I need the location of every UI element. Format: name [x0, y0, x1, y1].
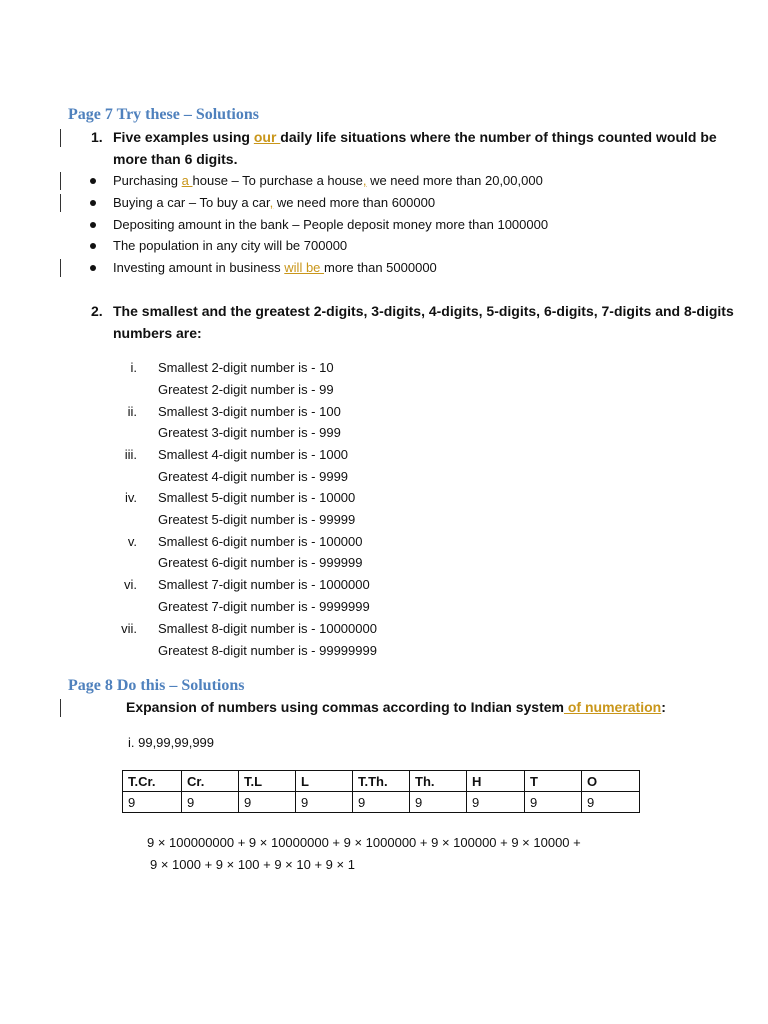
- list-number: iii.: [124, 447, 137, 462]
- change-bar: [60, 129, 61, 147]
- question-2-text-line2: numbers are:: [113, 325, 202, 341]
- page8-intro: Expansion of numbers using commas according to Indian system of numeration:: [126, 699, 666, 715]
- table-cell: 9: [123, 792, 182, 813]
- list-number: i.: [130, 360, 137, 375]
- change-bar: [60, 172, 61, 190]
- table-cell: 9: [410, 792, 467, 813]
- table-cell: 9: [182, 792, 239, 813]
- page8-heading: Page 8 Do this – Solutions: [68, 677, 245, 694]
- bullet-dot: [90, 200, 96, 206]
- list-number: vi.: [124, 577, 137, 592]
- bullet-item: Investing amount in business will be more than 5000000: [113, 260, 437, 275]
- list-item: Greatest 4-digit number is - 9999: [158, 469, 349, 484]
- question-number: 1.: [91, 129, 103, 145]
- list-item: Smallest 7-digit number is - 1000000: [158, 577, 370, 592]
- list-item: Smallest 3-digit number is - 100: [158, 404, 341, 419]
- table-header-row: [123, 771, 640, 792]
- table-cell: 9: [582, 792, 640, 813]
- place-value-table: [122, 770, 640, 813]
- list-item: Greatest 2-digit number is - 99: [158, 382, 334, 397]
- bullet-item: Buying a car – To buy a car, we need more than 600000: [113, 195, 436, 210]
- table-cell: 9: [239, 792, 296, 813]
- bullet-item: Depositing amount in the bank – People deposit money more than 1000000: [113, 217, 549, 232]
- table-header: Th.: [410, 771, 467, 792]
- question-1-text-line2: more than 6 digits.: [113, 151, 238, 167]
- table-cell: 9: [467, 792, 525, 813]
- list-item: Greatest 6-digit number is - 999999: [158, 555, 363, 570]
- table-cell: 9: [525, 792, 582, 813]
- question-2-text: The smallest and the greatest 2-digits, 3-digits, 4-digits, 5-digits, 6-digits, 7-digits and 8-digits: [113, 303, 734, 319]
- list-item: Smallest 5-digit number is - 10000: [158, 490, 356, 505]
- table-row: [123, 792, 640, 813]
- question-number: 2.: [91, 303, 103, 319]
- list-item: Smallest 2-digit number is - 10: [158, 360, 334, 375]
- list-item: Smallest 6-digit number is - 100000: [158, 534, 363, 549]
- list-item: Greatest 5-digit number is - 99999: [158, 512, 356, 527]
- list-item: Greatest 8-digit number is - 99999999: [158, 643, 377, 658]
- change-bar: [60, 259, 61, 277]
- example-number: i. 99,99,99,999: [128, 735, 215, 750]
- list-item: Greatest 3-digit number is - 999: [158, 425, 341, 440]
- change-bar: [60, 194, 61, 212]
- table-header: Cr.: [182, 771, 239, 792]
- table-header: O: [582, 771, 640, 792]
- bullet-item: The population in any city will be 700000: [113, 238, 348, 253]
- bullet-dot: [90, 265, 96, 271]
- list-number: ii.: [127, 404, 137, 419]
- table-cell: 9: [353, 792, 410, 813]
- bullet-dot: [90, 178, 96, 184]
- list-item: Smallest 8-digit number is - 10000000: [158, 621, 377, 636]
- table-header: H: [467, 771, 525, 792]
- table-header: T: [525, 771, 582, 792]
- question-1-text: Five examples using our daily life situations where the number of things counted would be: [113, 129, 717, 145]
- list-number: iv.: [124, 490, 137, 505]
- bullet-dot: [90, 222, 96, 228]
- bullet-dot: [90, 243, 96, 249]
- page7-heading: Page 7 Try these – Solutions: [68, 106, 259, 123]
- expansion-line: 9 × 1000 + 9 × 100 + 9 × 10 + 9 × 1: [150, 857, 355, 872]
- expansion-line: 9 × 100000000 + 9 × 10000000 + 9 × 1000000 + 9 × 100000 + 9 × 10000 +: [147, 835, 581, 850]
- list-number: vii.: [121, 621, 137, 636]
- table-header: T.Th.: [353, 771, 410, 792]
- list-item: Smallest 4-digit number is - 1000: [158, 447, 349, 462]
- list-number: v.: [127, 534, 137, 549]
- table-header: L: [296, 771, 353, 792]
- table-header: T.L: [239, 771, 296, 792]
- list-item: Greatest 7-digit number is - 9999999: [158, 599, 370, 614]
- table-header: T.Cr.: [123, 771, 182, 792]
- table-cell: 9: [296, 792, 353, 813]
- change-bar: [60, 699, 61, 717]
- bullet-item: Purchasing a house – To purchase a house, we need more than 20,00,000: [113, 173, 543, 188]
